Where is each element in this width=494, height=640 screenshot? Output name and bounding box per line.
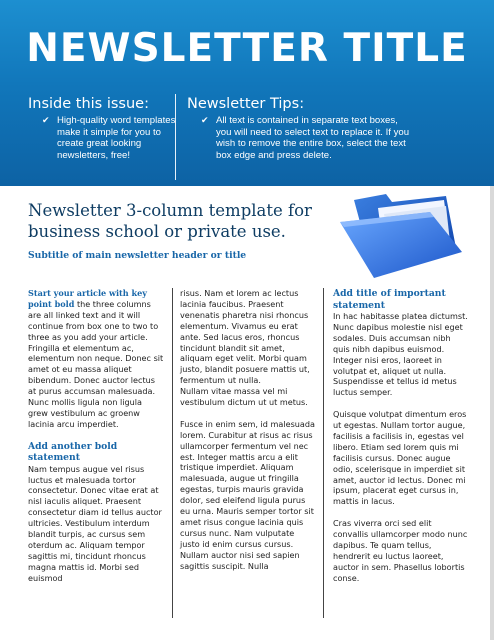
paragraph: [28, 288, 164, 430]
paragraph: Nullam vitae massa vel mi vestibulum dictum ut ut metus.: [180, 386, 308, 408]
tips-list: [187, 115, 412, 161]
list-item: [187, 115, 412, 161]
paragraph: Nam tempus augue vel risus luctus et malesuada tortor consectetur. Donec vitae erat at nisl iaculis aliquet. Praesent consectetur diam id tellus auctor ultricies. Vestibulum interdum blandit turpis, ac cursus sem oterdum ac. Aliquam tempor sagittis mi, tincidunt rhoncus magna mattis id. Morbi sed euismod: [28, 463, 162, 583]
column-1: [28, 288, 164, 595]
checkmark-icon: ✔: [201, 115, 209, 125]
paragraph: risus. Nam et lorem ac lectus lacinia faucibus. Praesent venenatis pharetra nisi rhoncus elementum. Vivamus eu erat ante. Sed lacus eros, rhoncus tincidunt blandit sit amet, aliquam eget velit. Morbi quam justo, blandit posuere mattis ut, fermentum ut nulla.: [180, 288, 310, 386]
inside-issue-panel: [28, 96, 178, 161]
column-divider: [323, 288, 324, 618]
checkmark-icon: ✔: [42, 115, 50, 125]
lead-text: Start your article with key point bold: [28, 288, 147, 309]
paragraph: In hac habitasse platea dictumst. Nunc dapibus molestie nisl eget sodales. Duis accumsan nibh quis nibh dapibus euismod. Integer nisi eros, laoreet in volutpat et, aliquet ut nulla. Suspendisse et tellus id metus luctus semper.: [333, 311, 468, 398]
list-item-text: All text is contained in separate text boxes, you will need to select text to replace it. If you wish to remove the entire box, select the text box edge and press delete.: [216, 115, 410, 161]
paragraph: Quisque volutpat dimentum eros ut egestas. Nullam tortor augue, facilisis a facilisis in, egestas vel libero. Etiam sed lorem quis mi facilisis cursus. Donec augue odio, scelerisque in imperdiet sit amet, auctor id lectus. Donec mi ipsum, placerat eget cursus in, mattis in lacus.: [333, 409, 467, 507]
column-divider: [172, 288, 173, 618]
list-item-text: High-quality word templates make it simple for you to create great looking newsletters, free!: [57, 115, 176, 161]
inside-issue-list: [28, 115, 178, 161]
main-heading: Newsletter 3-column template for business school or private use.: [28, 201, 312, 241]
paragraph: Fusce in enim sem, id malesuada lorem. Curabitur at risus ac risus ullamcorper fermentum vel nec est. Integer mattis arcu a elit tristique imperdiet. Aliquam malesuada, augue ut fringilla egestas, turpis mauris gravida dolor, sed eleifend ligula purus eu urna. Mauris semper tortor sit amet risus congue lacinia quis cursus nunc. Nam vulputate justo id enim cursus cursus. Nullam auctor nisi sed sapien sagittis suscipit. Nulla: [180, 418, 315, 571]
list-item: [28, 115, 178, 161]
section-heading: Add title of important statement: [333, 288, 446, 311]
page-edge-bar: [490, 186, 494, 640]
tips-heading: Newsletter Tips:: [187, 96, 305, 112]
header-divider: [175, 94, 176, 180]
tips-panel: [187, 96, 412, 161]
paragraph: Cras viverra orci sed elit convallis ullamcorper modo nunc dapibus. Te quam tellus, hendrerit eu luctus laoreet, auctor in sem. Phasellus lobortis conse.: [333, 518, 468, 583]
main-subtitle: Subtitle of main newsletter header or title: [28, 250, 247, 261]
column-2: [180, 288, 316, 582]
section-heading: Add another bold statement: [28, 440, 118, 464]
column-3: [333, 288, 469, 595]
folder-icon: [334, 192, 466, 280]
newsletter-title: NEWSLETTER TITLE: [26, 26, 468, 71]
inside-issue-heading: Inside this issue:: [28, 96, 149, 112]
paragraph-text: the three columns are all linked text and it will continue from box one to two to three as you add your article. Fringilla et elementum ac, elementum non neque. Donec sit amet ot eu massa aliquet bibendum. Donec auctor lectus at purus accumsan malesuada. Nunc mollis ligula non ligula grew vestibulum ac groenw lacinia arcu imperdiet.: [28, 298, 164, 429]
